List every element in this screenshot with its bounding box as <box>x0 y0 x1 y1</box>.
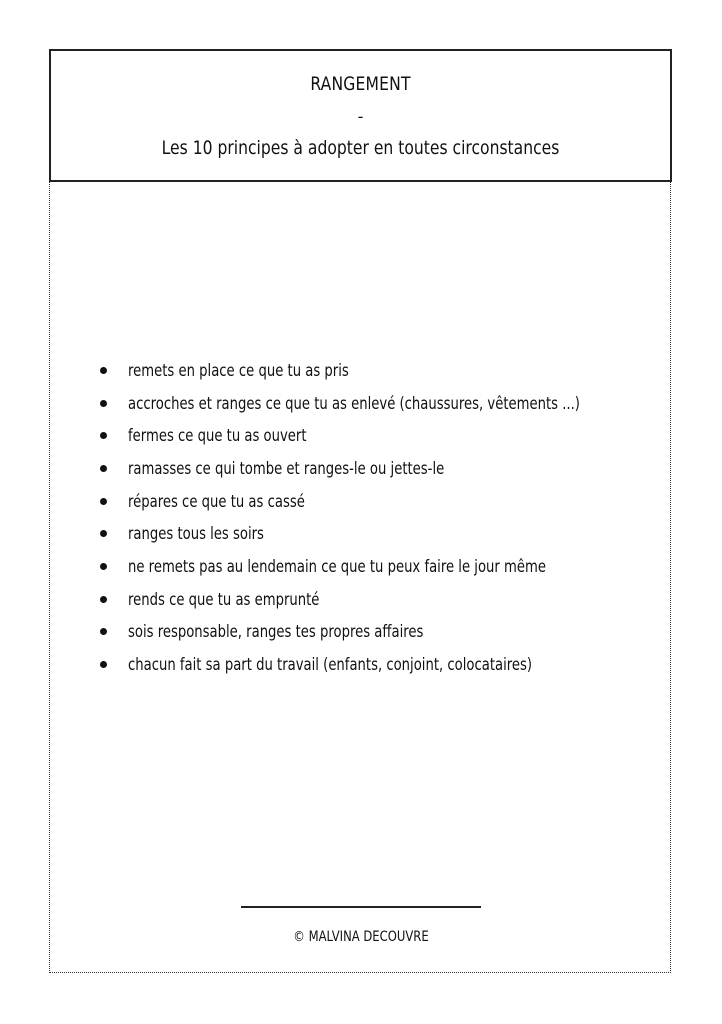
principle-text: fermes ce que tu as ouvert <box>128 426 307 446</box>
bullet-icon <box>100 465 107 472</box>
principle-text: ramasses ce qui tombe et ranges-le ou jettes-le <box>128 458 445 478</box>
title-separator: - <box>357 107 364 126</box>
principle-text: remets en place ce que tu as pris <box>128 360 349 380</box>
bullet-icon <box>100 596 107 603</box>
copyright-credit: © MALVINA DECOUVRE <box>293 929 429 945</box>
bullet-icon <box>100 628 107 635</box>
list-item <box>100 616 693 649</box>
bullet-icon <box>100 498 107 505</box>
principle-text: répares ce que tu as cassé <box>128 491 305 511</box>
principle-text: accroches et ranges ce que tu as enlevé (chaussures, vêtements ...) <box>128 393 580 413</box>
page-title: RANGEMENT <box>310 73 411 95</box>
bullet-icon <box>100 367 107 374</box>
list-item <box>100 550 693 583</box>
list-item <box>100 354 693 387</box>
list-item <box>100 419 693 452</box>
list-item <box>100 387 693 420</box>
principle-text: ranges tous les soirs <box>128 524 264 544</box>
list-item <box>100 485 693 518</box>
list-item <box>100 517 693 550</box>
list-item <box>100 452 693 485</box>
footer-divider <box>241 906 481 908</box>
principles-list <box>100 354 693 681</box>
bullet-icon <box>100 530 107 537</box>
list-item <box>100 648 693 681</box>
bullet-icon <box>100 432 107 439</box>
principle-text: chacun fait sa part du travail (enfants, conjoint, colocataires) <box>128 655 533 675</box>
bullet-icon <box>100 563 107 570</box>
principle-text: rends ce que tu as emprunté <box>128 589 320 609</box>
principle-text: ne remets pas au lendemain ce que tu peux faire le jour même <box>128 556 546 576</box>
principle-text: sois responsable, ranges tes propres affaires <box>128 622 424 642</box>
page-subtitle: Les 10 principes à adopter en toutes circonstances <box>161 137 560 159</box>
header-box <box>49 49 672 182</box>
bullet-icon <box>100 661 107 668</box>
list-item <box>100 583 693 616</box>
bullet-icon <box>100 400 107 407</box>
